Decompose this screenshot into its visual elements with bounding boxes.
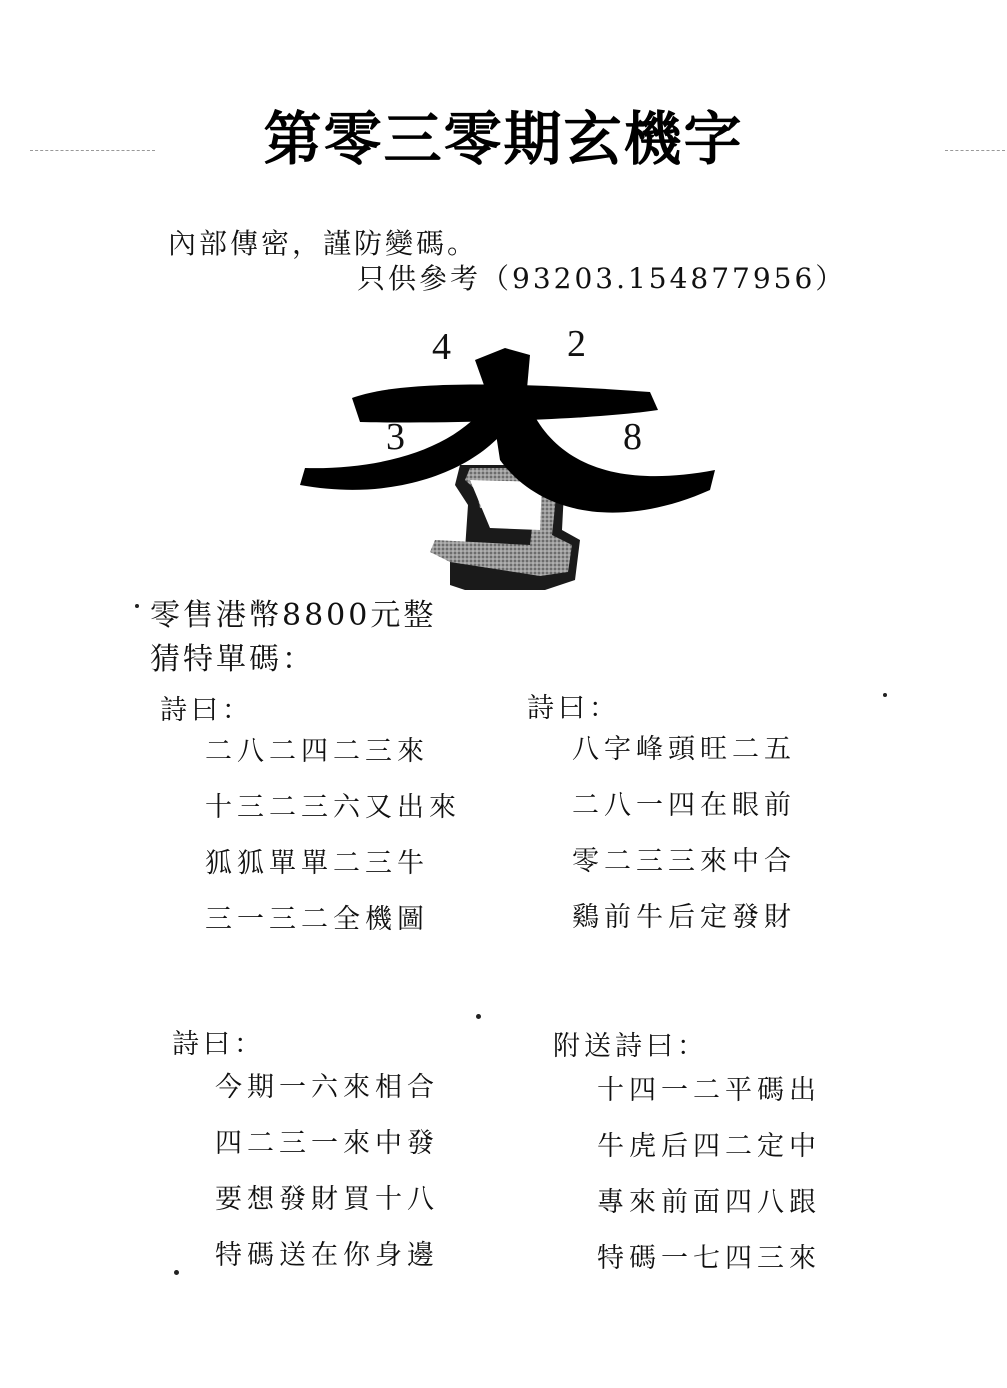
poem-line: 特碼送在你身邊 [215,1240,439,1271]
glyph-illustration [290,340,720,600]
poem-line: 牛虎后四二定中 [597,1131,821,1162]
poem-line: 零二三三來中合 [572,846,796,877]
poem-1-body [205,724,461,948]
poem-line: 要想發財買十八 [215,1184,439,1215]
mystery-glyph [290,340,720,600]
intro-line-2: 只供參考（93203.154877956） [357,262,847,295]
scan-speck [174,1270,179,1275]
poem-4-heading: 附送詩曰： [553,1031,708,1062]
retail-price: 零售港幣8800元整 [150,598,437,633]
poem-line: 二八二四二三來 [205,736,429,767]
number-top-right: 2 [567,323,586,365]
poem-line: 四二三一來中發 [215,1128,439,1159]
poem-line: 二八一四在眼前 [572,790,796,821]
poem-line: 專來前面四八跟 [597,1187,821,1218]
poem-line: 特碼一七四三來 [597,1243,821,1274]
poem-line: 八字峰頭旺二五 [572,734,796,765]
scan-speck [476,1014,481,1019]
poem-line: 鷄前牛后定發財 [572,902,796,933]
poem-line: 今期一六來相合 [215,1072,439,1103]
number-top-left: 4 [432,326,451,368]
guess-instruction: 猜特單碼： [150,642,315,677]
intro-line-1: 內部傳密，謹防變碼。 [168,227,479,260]
poem-2-body [572,722,796,946]
poem-1-heading: 詩曰： [160,695,253,726]
poem-2-heading: 詩曰： [527,693,620,724]
scan-speck [135,604,139,608]
number-mid-right: 8 [623,416,642,458]
poem-line: 十三二三六又出來 [205,792,461,823]
poem-3-heading: 詩曰： [172,1029,265,1060]
page-title: 第零三零期玄機字 [263,105,744,173]
poem-4-body [597,1063,821,1287]
poem-line: 十四一二平碼出 [597,1075,821,1106]
poem-line: 三一三二全機圖 [205,904,429,935]
poem-3-body [215,1060,439,1284]
poem-line: 狐狐單單二三牛 [205,848,429,879]
scan-speck [883,693,887,697]
number-mid-left: 3 [386,416,405,458]
